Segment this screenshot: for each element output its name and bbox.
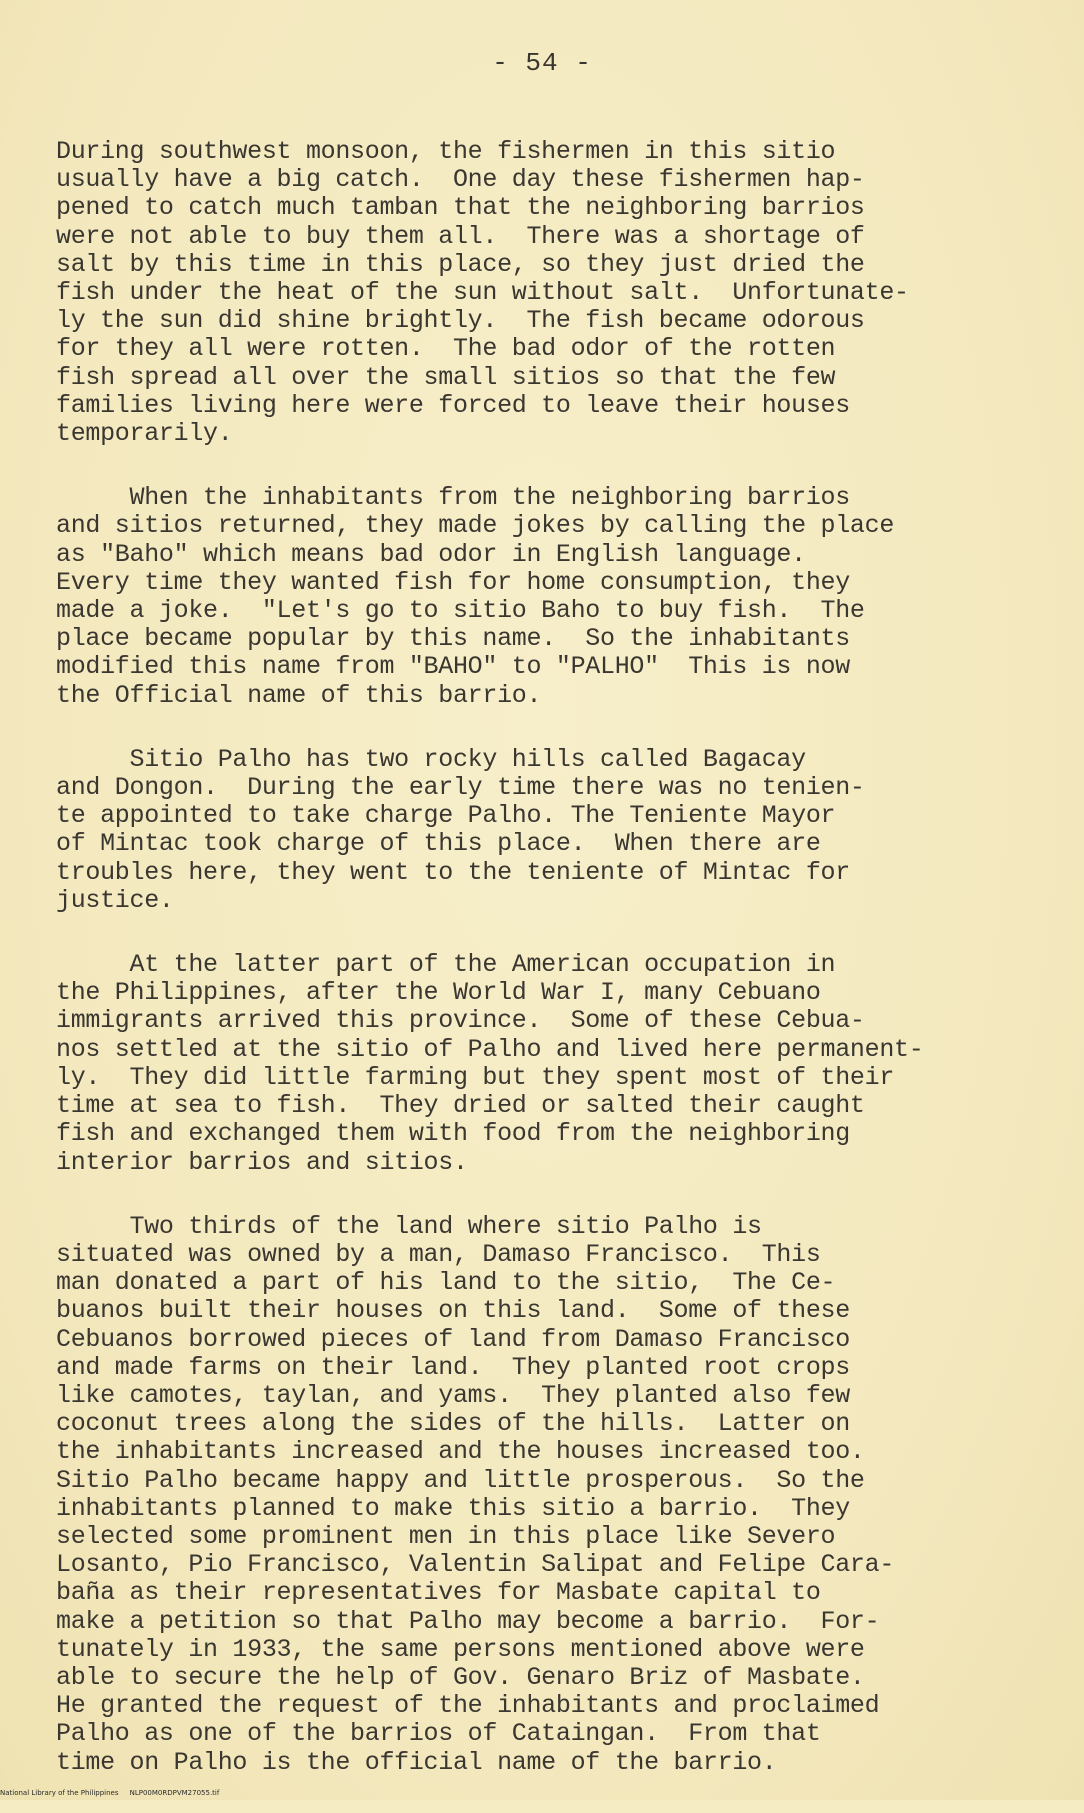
text-line: He granted the request of the inhabitants and proclaimed: [56, 1691, 880, 1721]
text-line: make a petition so that Palho may become a barrio. For-: [56, 1606, 880, 1636]
text-line: nos settled at the sitio of Palho and lived here permanent-: [56, 1034, 924, 1064]
archive-footer: National Library of the Philippines NLP00M0RDPVM27055.tif: [0, 1789, 220, 1797]
text-line: fish spread all over the small sitios so that the few: [56, 362, 836, 392]
text-line: ly the sun did shine brightly. The fish became odorous: [56, 306, 865, 336]
text-line: Cebuanos borrowed pieces of land from Damaso Francisco: [56, 1324, 850, 1354]
text-line: Two thirds of the land where sitio Palho is: [56, 1211, 762, 1241]
paragraph: [56, 1213, 1046, 1777]
text-line: coconut trees along the sides of the hills. Latter on: [56, 1409, 850, 1439]
text-line: troubles here, they went to the teniente of Mintac for: [56, 857, 850, 887]
text-line: tunately in 1933, the same persons mentioned above were: [56, 1634, 865, 1664]
text-line: fish under the heat of the sun without salt. Unfortunate-: [56, 278, 909, 308]
text-line: as "Baho" which means bad odor in English language.: [56, 539, 806, 569]
text-line: able to secure the help of Gov. Genaro Briz of Masbate.: [56, 1662, 865, 1692]
paragraph: [56, 951, 1046, 1177]
page-number: - 54 -: [492, 48, 592, 78]
text-line: families living here were forced to leave their houses: [56, 390, 850, 420]
text-line: salt by this time in this place, so they just dried the: [56, 249, 865, 279]
text-line: inhabitants planned to make this sitio a barrio. They: [56, 1493, 850, 1523]
text-line: te appointed to take charge Palho. The Teniente Mayor: [56, 801, 836, 831]
text-line: justice.: [56, 885, 174, 915]
text-line: fish and exchanged them with food from the neighboring: [56, 1119, 850, 1149]
text-line: Losanto, Pio Francisco, Valentin Salipat and Felipe Cara-: [56, 1550, 895, 1580]
text-line: time at sea to fish. They dried or salted their caught: [56, 1091, 865, 1121]
text-line: were not able to buy them all. There was a shortage of: [56, 221, 865, 251]
paragraph: [56, 746, 1046, 915]
text-line: the Official name of this barrio.: [56, 680, 542, 710]
text-line: pened to catch much tamban that the neighboring barrios: [56, 193, 865, 223]
text-line: for they all were rotten. The bad odor of the rotten: [56, 334, 836, 364]
text-line: Every time they wanted fish for home consumption, they: [56, 567, 850, 597]
text-line: made a joke. "Let's go to sitio Baho to buy fish. The: [56, 596, 865, 626]
text-line: Sitio Palho became happy and little prosperous. So the: [56, 1465, 865, 1495]
text-line: place became popular by this name. So the inhabitants: [56, 624, 850, 654]
paragraph: [56, 484, 1046, 710]
text-line: baña as their representatives for Masbate capital to: [56, 1578, 821, 1608]
text-line: interior barrios and sitios.: [56, 1147, 468, 1177]
text-line: Sitio Palho has two rocky hills called Bagacay: [56, 744, 806, 774]
text-line: like camotes, taylan, and yams. They planted also few: [56, 1380, 850, 1410]
text-line: and Dongon. During the early time there was no tenien-: [56, 773, 865, 803]
text-line: modified this name from "BAHO" to "PALHO" This is now: [56, 652, 850, 682]
text-line: time on Palho is the official name of the barrio.: [56, 1747, 777, 1777]
text-line: of Mintac took charge of this place. When there are: [56, 829, 821, 859]
text-line: and made farms on their land. They planted root crops: [56, 1352, 850, 1382]
text-line: temporarily.: [56, 419, 233, 449]
text-line: At the latter part of the American occupation in: [56, 950, 836, 980]
text-line: the Philippines, after the World War I, many Cebuano: [56, 978, 821, 1008]
paragraph: [56, 138, 1046, 448]
text-line: the inhabitants increased and the houses increased too.: [56, 1437, 865, 1467]
text-line: buanos built their houses on this land. Some of these: [56, 1296, 850, 1326]
text-line: selected some prominent men in this place like Severo: [56, 1521, 836, 1551]
text-line: ly. They did little farming but they spent most of their: [56, 1062, 895, 1092]
text-line: man donated a part of his land to the sitio, The Ce-: [56, 1268, 836, 1298]
text-line: and sitios returned, they made jokes by calling the place: [56, 511, 895, 541]
document-body: [56, 138, 1046, 1813]
text-line: usually have a big catch. One day these fishermen hap-: [56, 165, 865, 195]
text-line: situated was owned by a man, Damaso Francisco. This: [56, 1239, 821, 1269]
text-line: During southwest monsoon, the fishermen in this sitio: [56, 137, 836, 166]
text-line: immigrants arrived this province. Some of these Cebua-: [56, 1006, 865, 1036]
text-line: Palho as one of the barrios of Cataingan. From that: [56, 1719, 821, 1749]
text-line: When the inhabitants from the neighboring barrios: [56, 483, 850, 513]
